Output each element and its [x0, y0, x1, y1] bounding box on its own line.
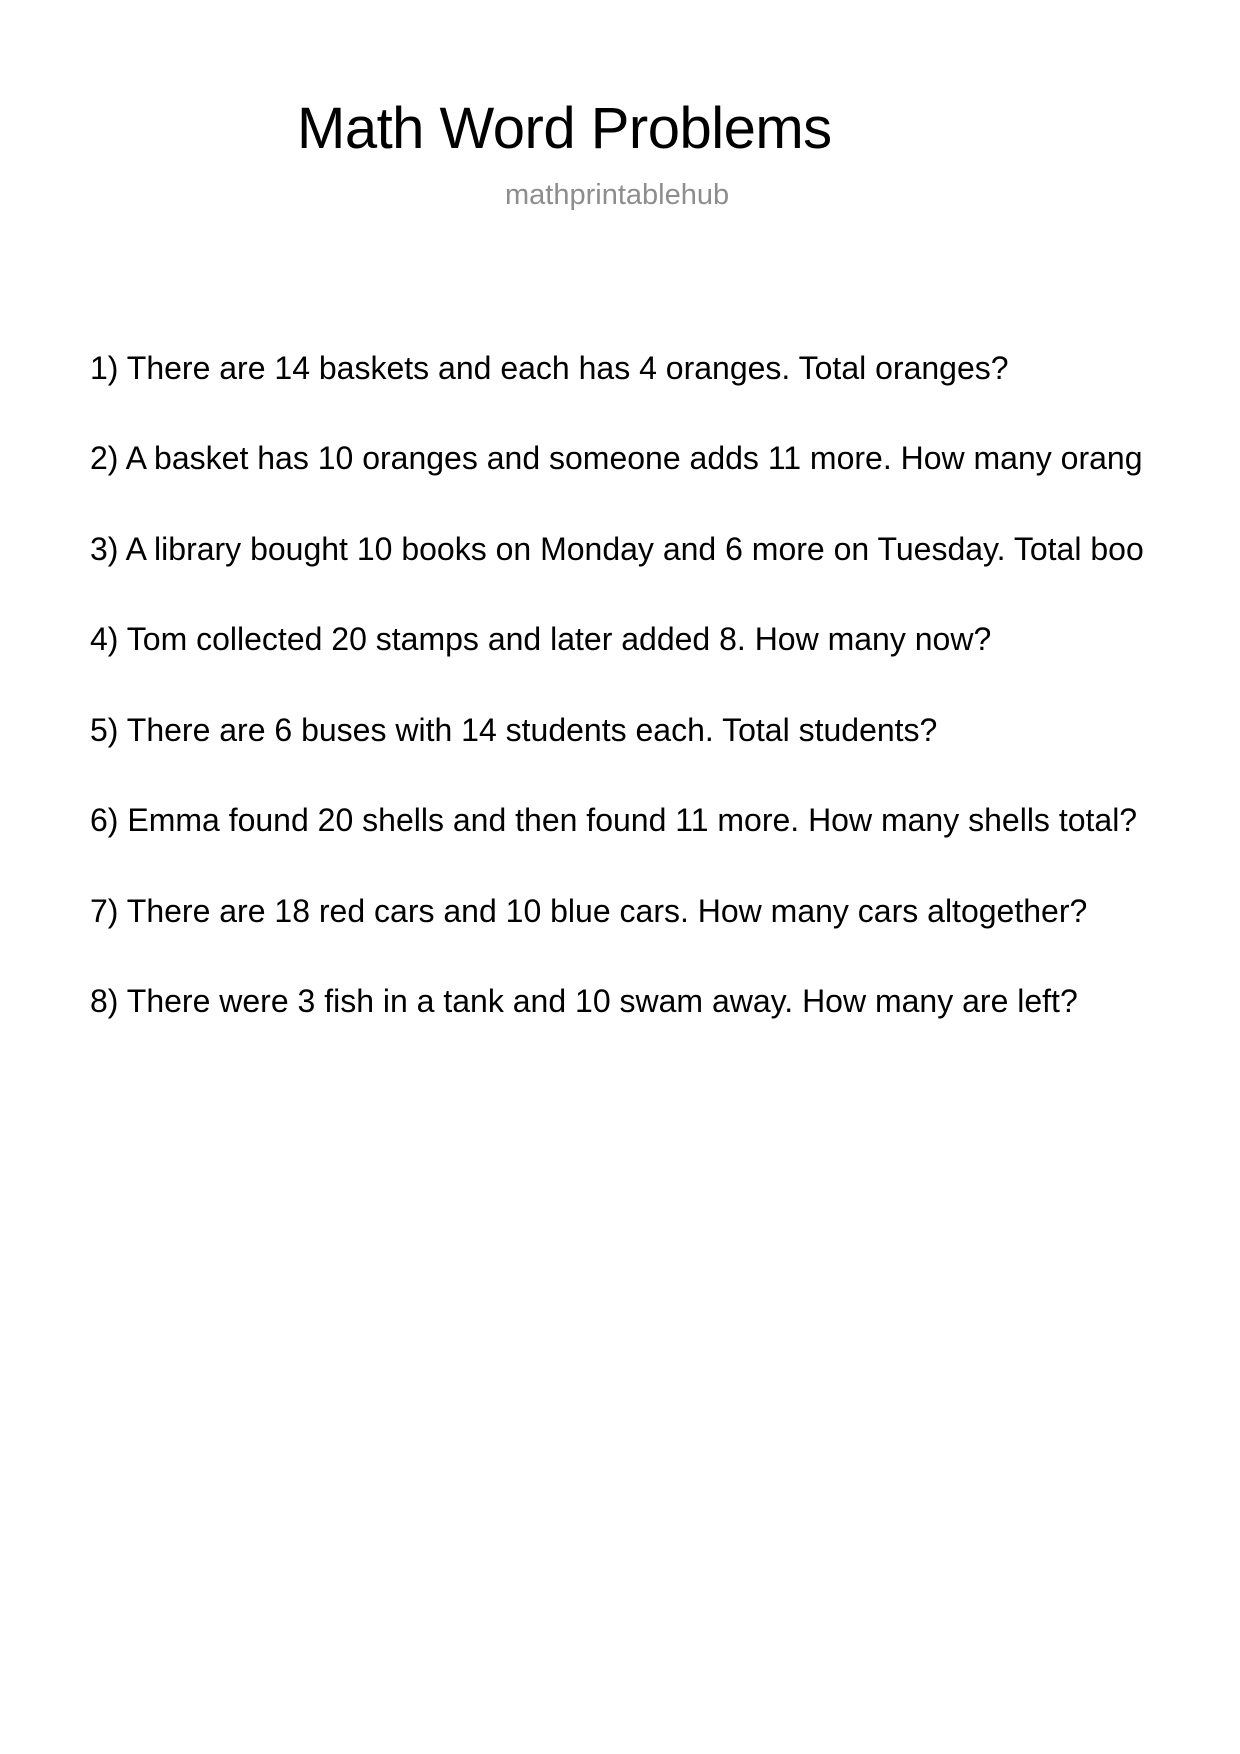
- page-subtitle: mathprintablehub: [505, 179, 730, 211]
- problem-line-8: 8) There were 3 fish in a tank and 10 swam away. How many are left?: [90, 983, 1078, 1019]
- problem-line-6: 6) Emma found 20 shells and then found 11 more. How many shells total?: [90, 802, 1138, 838]
- problem-line-7: 7) There are 18 red cars and 10 blue cars. How many cars altogether?: [90, 893, 1088, 929]
- problem-line-1: 1) There are 14 baskets and each has 4 oranges. Total oranges?: [90, 350, 1009, 386]
- page-title: Math Word Problems: [297, 96, 832, 161]
- problem-line-5: 5) There are 6 buses with 14 students each. Total students?: [90, 712, 938, 748]
- problem-line-4: 4) Tom collected 20 stamps and later added 8. How many now?: [90, 621, 992, 657]
- problem-line-2: 2) A basket has 10 oranges and someone adds 11 more. How many orang: [90, 440, 1143, 476]
- problem-line-3: 3) A library bought 10 books on Monday and 6 more on Tuesday. Total boo: [90, 531, 1144, 567]
